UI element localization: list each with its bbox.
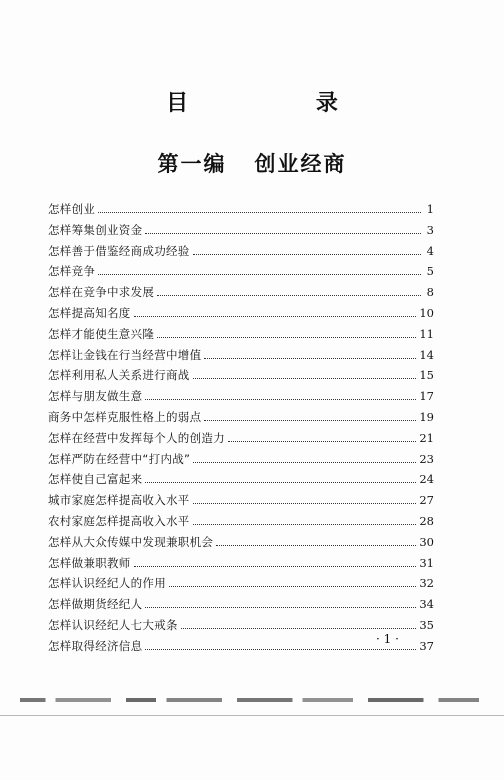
toc-entry-label: 怎样才能使生意兴隆 (48, 326, 155, 341)
dot-leader (157, 294, 421, 296)
dot-leader (193, 461, 416, 463)
toc-entry-label: 怎样做期货经纪人 (48, 597, 143, 612)
dot-leader (204, 357, 416, 359)
toc-entry-page: 23 (419, 451, 434, 466)
toc-entry (48, 471, 434, 492)
toc-entry-label: 怎样竞争 (48, 264, 96, 279)
dot-leader (134, 315, 417, 317)
dot-leader (98, 211, 421, 213)
toc-entry-label: 怎样做兼职教师 (48, 555, 131, 570)
dot-leader (181, 627, 417, 629)
toc-entry-page: 5 (426, 264, 434, 279)
toc-entry-label: 怎样使自己富起来 (48, 472, 143, 487)
toc-entry-label: 怎样严防在经营中“打内战” (48, 451, 191, 466)
toc-entry (48, 347, 434, 368)
part-name: 创业经商 (254, 152, 347, 176)
toc-entry-label: 商务中怎样克服性格上的弱点 (48, 409, 202, 424)
toc-entry-label: 怎样认识经纪人的作用 (48, 576, 166, 591)
toc-entry (48, 555, 434, 576)
toc-entry (48, 201, 434, 222)
toc-entry-page: 15 (419, 368, 434, 383)
dot-leader (228, 440, 416, 442)
dot-leader (145, 648, 416, 650)
toc-entry (48, 367, 434, 388)
toc-entry (48, 326, 434, 347)
toc-entry-label: 怎样创业 (48, 202, 96, 216)
toc-entry-label: 怎样提高知名度 (48, 305, 131, 320)
dot-leader (157, 336, 416, 338)
toc-entry (48, 430, 434, 451)
toc-entry-label: 城市家庭怎样提高收入水平 (48, 493, 190, 508)
dot-leader (145, 481, 416, 483)
toc-entry-page: 21 (419, 430, 434, 445)
dot-leader (204, 419, 416, 421)
dot-leader (193, 377, 417, 379)
page-folio: · 1 · (376, 632, 399, 646)
dot-leader (193, 502, 417, 504)
toc-entry-label: 怎样利用私人关系进行商战 (48, 368, 190, 383)
toc-entry-page: 30 (419, 534, 434, 549)
toc-entry-page: 3 (426, 222, 434, 237)
toc-entry-page: 8 (426, 285, 434, 300)
toc-entry-page: 37 (419, 638, 434, 653)
dot-leader (98, 273, 421, 275)
toc-entry-page: 34 (419, 597, 434, 612)
toc-entry (48, 513, 434, 534)
toc-entry (48, 492, 434, 513)
dot-leader (145, 606, 416, 608)
toc-entry-label: 怎样筹集创业资金 (48, 222, 143, 237)
toc-entry (48, 222, 434, 243)
toc-entry-label: 怎样认识经纪人七大戒条 (48, 617, 178, 632)
part-number: 第一编 (157, 152, 227, 176)
toc-entry-page: 32 (419, 576, 434, 591)
page-title: 目 录 (166, 91, 398, 116)
toc-entry-label: 怎样善于借鉴经商成功经验 (48, 243, 190, 258)
toc-entry-page: 31 (419, 555, 434, 570)
table-of-contents (48, 201, 434, 659)
toc-entry-page: 27 (419, 493, 434, 508)
toc-entry (48, 388, 434, 409)
scan-edge-line (0, 715, 504, 716)
toc-entry-page: 14 (419, 347, 434, 362)
toc-entry-label: 怎样在经营中发挥每个人的创造力 (48, 430, 225, 445)
toc-entry-page: 1 (426, 202, 434, 216)
toc-entry-label: 怎样从大众传媒中发现兼职机会 (48, 534, 214, 549)
dot-leader (134, 565, 417, 567)
toc-entry-page: 19 (419, 409, 434, 424)
toc-entry (48, 263, 434, 284)
toc-entry-page: 35 (419, 617, 434, 632)
toc-entry-label: 怎样与朋友做生意 (48, 389, 143, 404)
toc-entry (48, 409, 434, 430)
toc-entry-page: 4 (426, 243, 434, 258)
toc-entry (48, 596, 434, 617)
scan-edge-artifact (0, 698, 504, 702)
toc-entry (48, 575, 434, 596)
dot-leader (145, 232, 421, 234)
toc-entry (48, 243, 434, 264)
toc-entry (48, 451, 434, 472)
dot-leader (145, 398, 416, 400)
dot-leader (193, 253, 421, 255)
part-heading (0, 148, 504, 178)
toc-entry (48, 305, 434, 326)
toc-entry-page: 11 (419, 326, 434, 341)
toc-entry-label: 怎样在竞争中求发展 (48, 285, 155, 300)
toc-entry-label: 怎样取得经济信息 (48, 638, 143, 653)
dot-leader (193, 523, 417, 525)
toc-entry-page: 28 (419, 513, 434, 528)
dot-leader (216, 544, 416, 546)
dot-leader (169, 585, 416, 587)
toc-entry (48, 284, 434, 305)
toc-entry-page: 10 (419, 305, 434, 320)
toc-entry (48, 534, 434, 555)
toc-entry-label: 怎样让金钱在行当经营中增值 (48, 347, 202, 362)
toc-entry-page: 24 (419, 472, 434, 487)
toc-entry-page: 17 (419, 389, 434, 404)
toc-entry-label: 农村家庭怎样提高收入水平 (48, 513, 190, 528)
